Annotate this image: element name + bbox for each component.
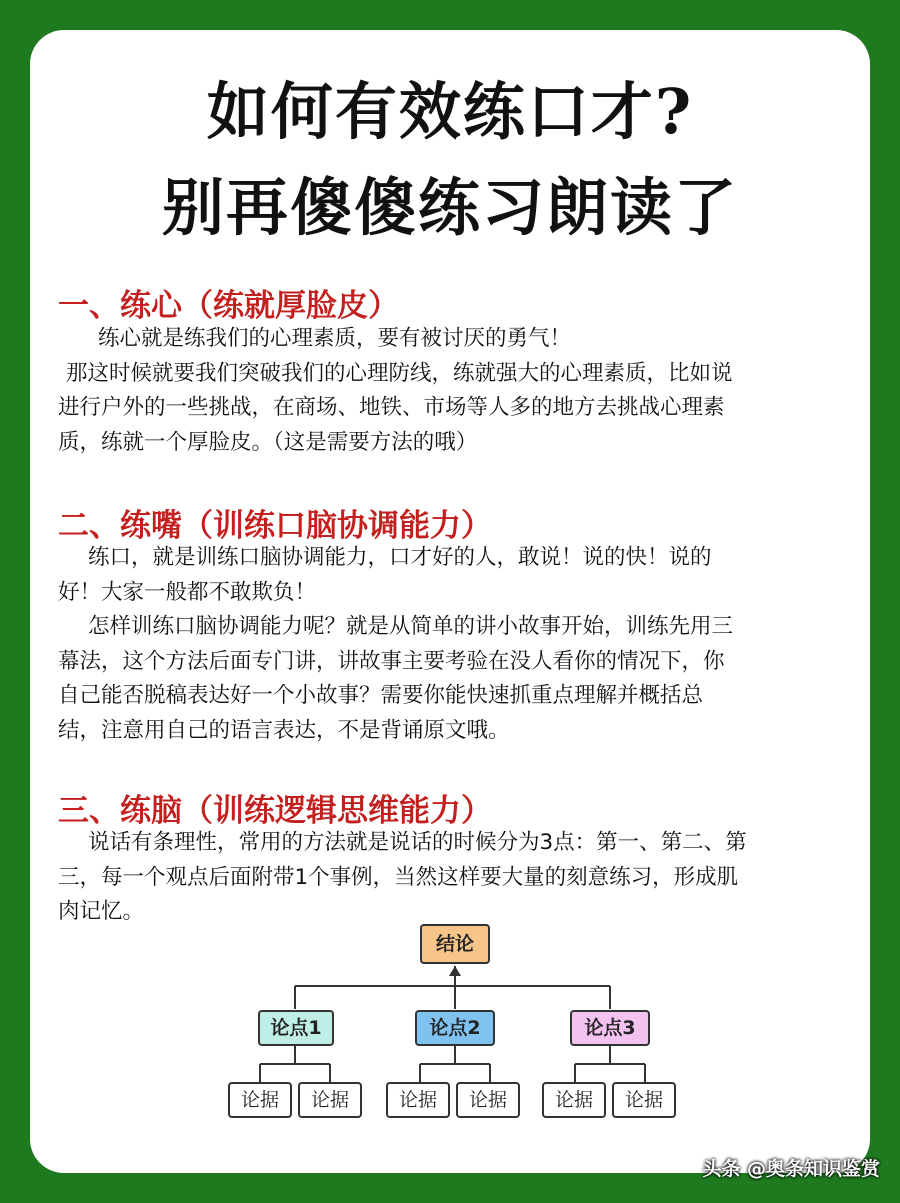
section-2-line: 幕法，这个方法后面专门讲，讲故事主要考验在没人看你的情况下，你 bbox=[58, 648, 725, 674]
evidence-node: 论据 bbox=[456, 1082, 520, 1118]
section-2-heading: 二、练嘴（训练口脑协调能力） bbox=[58, 508, 492, 544]
evidence-node: 论据 bbox=[386, 1082, 450, 1118]
title-line-1: 如何有效练口才? bbox=[206, 75, 694, 148]
section-1-line: 进行户外的一些挑战，在商场、地铁、市场等人多的地方去挑战心理素 bbox=[58, 395, 725, 420]
section-2-body bbox=[58, 541, 838, 748]
section-2-line: 自己能否脱稿表达好一个小故事？需要你能快速抓重点理解并概括总 bbox=[58, 683, 704, 708]
section-1-line: 质，练就一个厚脸皮。（这是需要方法的哦） bbox=[58, 429, 478, 455]
section-2-line: 练口，就是训练口脑协调能力，口才好的人，敢说！说的快！说的 bbox=[88, 545, 712, 570]
point-node-3: 论点3 bbox=[570, 1010, 650, 1046]
title-line-2: 别再傻傻练习朗读了 bbox=[161, 171, 738, 244]
section-3-line: 说话有条理性，常用的方法就是说话的时候分为3点：第一、第二、第 bbox=[88, 830, 747, 855]
evidence-node: 论据 bbox=[228, 1082, 292, 1118]
point-node-1: 论点1 bbox=[258, 1010, 334, 1046]
section-1-body bbox=[58, 322, 838, 460]
watermark: 头条 @奥条知识鉴赏 bbox=[702, 1158, 880, 1180]
section-3-line: 肉记忆。 bbox=[58, 899, 145, 924]
section-3-heading: 三、练脑（训练逻辑思维能力） bbox=[58, 793, 492, 829]
evidence-node: 论据 bbox=[298, 1082, 362, 1118]
section-2-line: 好！大家一般都不敢欺负！ bbox=[58, 579, 317, 605]
section-1-heading: 一、练心（练就厚脸皮） bbox=[58, 288, 399, 324]
section-1-line: 那这时候就要我们突破我们的心理防线，练就强大的心理素质，比如说 bbox=[66, 360, 733, 386]
section-2-line: 怎样训练口脑协调能力呢？就是从简单的讲小故事开始，训练先用三 bbox=[88, 614, 734, 639]
argument-diagram bbox=[210, 914, 690, 1129]
conclusion-node: 结论 bbox=[420, 924, 490, 964]
section-3-line: 三，每一个观点后面附带1个事例，当然这样要大量的刻意练习，形成肌 bbox=[58, 864, 739, 890]
point-node-2: 论点2 bbox=[415, 1010, 495, 1046]
section-2-line: 结，注意用自己的语言表达，不是背诵原文哦。 bbox=[58, 717, 510, 743]
section-1-line: 练心就是练我们的心理素质，要有被讨厌的勇气！ bbox=[98, 326, 572, 351]
evidence-node: 论据 bbox=[542, 1082, 606, 1118]
evidence-node: 论据 bbox=[612, 1082, 676, 1118]
